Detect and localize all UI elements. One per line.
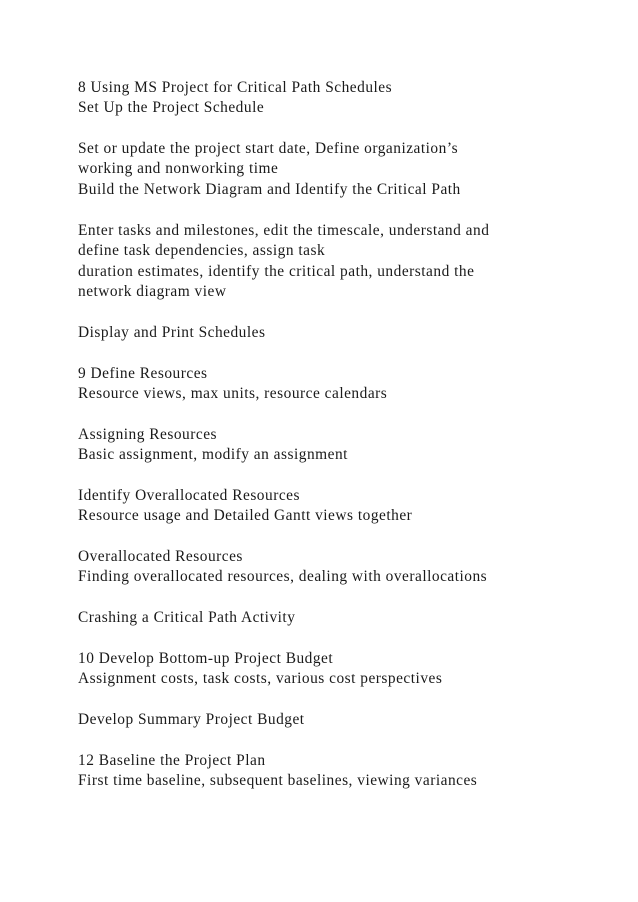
text-line: Set Up the Project Schedule bbox=[78, 99, 265, 116]
text-line: Enter tasks and milestones, edit the timescale, understand and bbox=[78, 222, 490, 239]
text-line: define task dependencies, assign task bbox=[78, 242, 326, 259]
text-line: Resource usage and Detailed Gantt views together bbox=[78, 507, 413, 524]
text-line: Display and Print Schedules bbox=[78, 324, 266, 341]
text-line: working and nonworking time bbox=[78, 160, 279, 177]
text-line: 9 Define Resources bbox=[78, 365, 208, 382]
text-line: Resource views, max units, resource calendars bbox=[78, 385, 388, 402]
text-line: network diagram view bbox=[78, 283, 227, 300]
text-line: Basic assignment, modify an assignment bbox=[78, 446, 348, 463]
text-line: Assigning Resources bbox=[78, 426, 218, 443]
text-line: Assignment costs, task costs, various cost perspectives bbox=[78, 670, 443, 687]
text-line: 10 Develop Bottom-up Project Budget bbox=[78, 650, 334, 667]
text-line: First time baseline, subsequent baselines, viewing variances bbox=[78, 772, 478, 789]
text-line: Set or update the project start date, Define organization’s bbox=[78, 140, 459, 157]
text-line: duration estimates, identify the critical path, understand the bbox=[78, 263, 475, 280]
text-line: Finding overallocated resources, dealing with overallocations bbox=[78, 568, 488, 585]
text-line: Develop Summary Project Budget bbox=[78, 711, 305, 728]
text-line: 12 Baseline the Project Plan bbox=[78, 752, 266, 769]
text-line: Identify Overallocated Resources bbox=[78, 487, 300, 504]
text-line: 8 Using MS Project for Critical Path Schedules bbox=[78, 79, 393, 96]
text-line: Crashing a Critical Path Activity bbox=[78, 609, 296, 626]
text-line: Overallocated Resources bbox=[78, 548, 243, 565]
text-line: Build the Network Diagram and Identify the Critical Path bbox=[78, 181, 461, 198]
